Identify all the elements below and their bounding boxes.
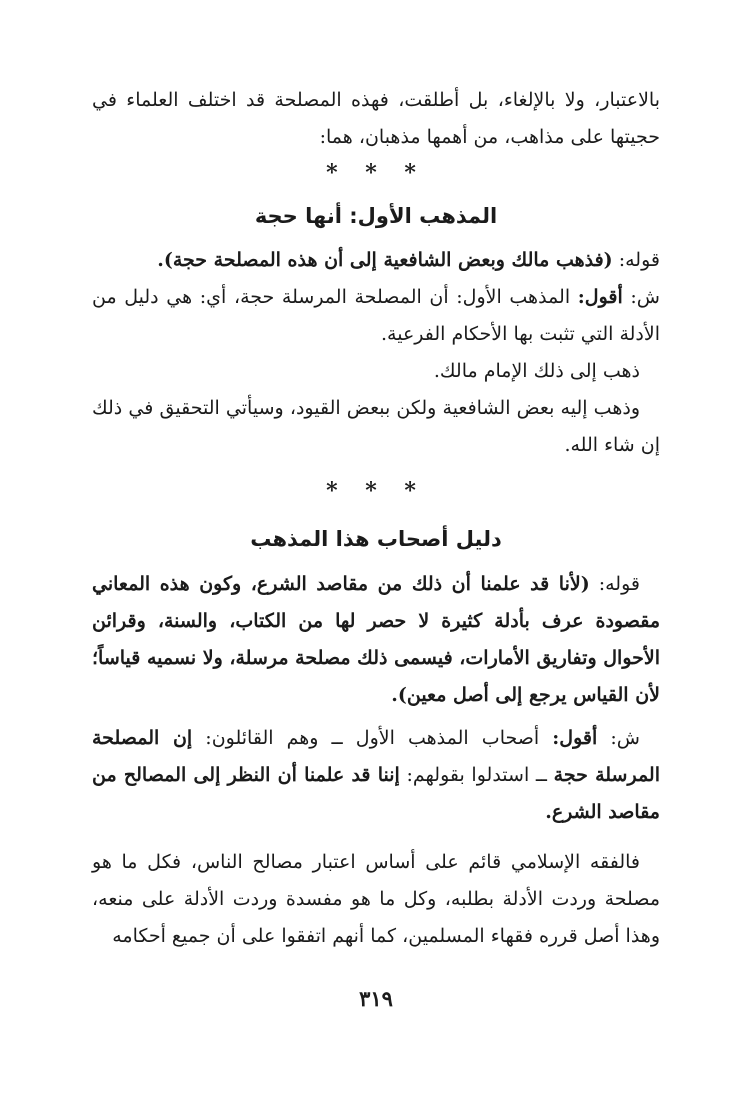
commentary-text-d: إننا قد علمنا أن النظر إلى المصالح من مقاصد الشرع.	[92, 764, 660, 823]
section-heading-evidence: دليل أصحاب هذا المذهب	[250, 527, 502, 551]
commentary-text-b: إن المصلحة المرسلة حجة	[92, 727, 661, 786]
commentary-text: المذهب الأول: أن المصلحة المرسلة حجة، أي: هي دليل من الأدلة التي تثبت بها الأحكام الفرعية.	[92, 286, 660, 345]
quote-paragraph	[92, 242, 660, 279]
page-number: ٣١٩	[359, 986, 393, 1011]
quote-text-2: (لأنا قد علمنا أن ذلك من مقاصد الشرع، وكون هذه المعاني مقصودة عرف بأدلة كثيرة لا حصر لها من الكتاب، والسنة، وقرائن الأحوال وتفاريق الأمارات، فيسمى ذلك مصلحة مرسلة، ولا نسميه قياساً؛ لأن القياس يرجع إلى أصل معين).	[92, 573, 660, 706]
quote-text: (فذهب مالك وبعض الشافعية إلى أن هذه المصلحة حجة).	[157, 249, 613, 271]
intro-text: بالاعتبار، ولا بالإلغاء، بل أطلقت، فهذه المصلحة قد اختلف العلماء في حجيتها على مذاهب، من أهمها مذهبان، هما:	[92, 89, 661, 148]
commentary-label-sh-2: ش:	[610, 727, 640, 749]
shafii-paragraph: وذهب إليه بعض الشافعية ولكن ببعض القيود، وسيأتي التحقيق في ذلك إن شاء الله.	[92, 397, 660, 456]
commentary-label-aqul-2: أقول:	[552, 727, 598, 749]
commentary-text-c: ــ استدلوا بقولهم:	[406, 764, 547, 786]
quote-label: قوله:	[618, 249, 660, 271]
commentary-label-aqul: أقول:	[577, 286, 623, 308]
commentary-paragraph-2	[92, 720, 660, 831]
fiqh-paragraph-block	[0, 844, 752, 955]
commentary-paragraph	[92, 279, 660, 353]
intro-paragraph	[0, 82, 752, 156]
malik-paragraph: ذهب إلى ذلك الإمام مالك.	[433, 360, 640, 382]
fiqh-paragraph: فالفقه الإسلامي قائم على أساس اعتبار مصالح الناس، فكل ما هو مصلحة وردت الأدلة بطلبه، وكل ما هو مفسدة وردت الأدلة على منعه، وهذا أصل قرره فقهاء المسلمين، كما أنهم اتفقوا على أن جميع أحكامه	[92, 851, 660, 947]
section-one-body	[0, 242, 752, 464]
section-heading-first-school: المذهب الأول: أنها حجة	[254, 204, 498, 228]
commentary-label-sh: ش:	[630, 286, 660, 308]
quote-label-2: قوله:	[598, 573, 640, 595]
section-two-commentary	[0, 720, 752, 831]
section-separator: * * *	[326, 160, 426, 186]
quote-paragraph-2	[92, 566, 660, 714]
section-two-quote	[0, 566, 752, 714]
commentary-text-a: أصحاب المذهب الأول ــ وهم القائلون:	[205, 727, 540, 749]
section-separator-2: * * *	[326, 478, 426, 504]
